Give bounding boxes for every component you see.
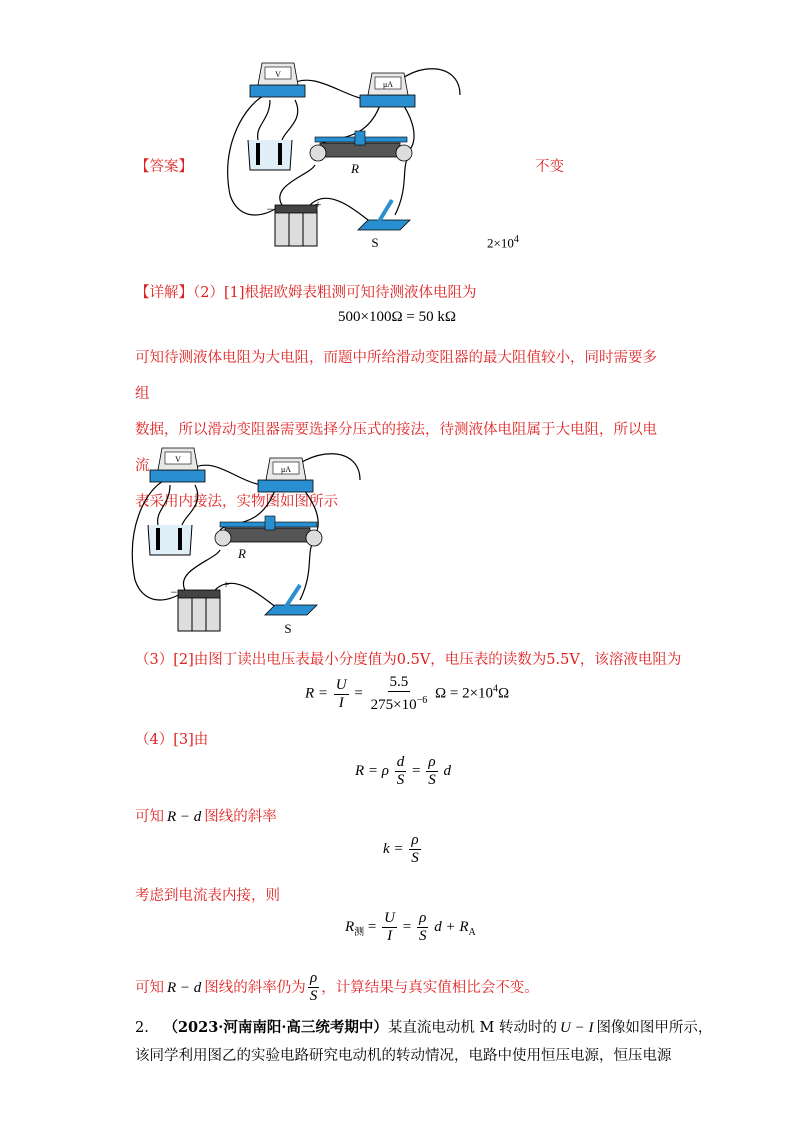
question-source: （2023·河南南阳·高三统考期中） — [163, 1019, 388, 1036]
detail-line — [135, 283, 477, 303]
question-number: 2. — [135, 1020, 149, 1036]
equation-3: R = ρ $\frac{d}{S}$ = $\frac{\rho}{S}$ d — [355, 754, 451, 788]
beaker-icon — [148, 525, 192, 555]
switch-icon — [265, 585, 317, 636]
conclusion-line: 可知 R − d 图线的斜率仍为 $\frac{\rho}{S}$ ，计算结果与真实值相比会不变。 — [135, 970, 539, 1004]
svg-text:μA: μA — [382, 80, 394, 89]
question-2-line-2: 该同学利用图乙的实验电路研究电动机的转动情况，电路中使用恒压电源，恒压电源 — [135, 1048, 672, 1064]
part4-text: （4）[3]由 — [135, 732, 209, 748]
voltmeter-icon — [150, 448, 205, 482]
svg-text:+: + — [222, 577, 230, 591]
answer-result: 不变 — [535, 159, 564, 175]
circuit-diagram-detail — [130, 440, 410, 640]
equation-5: $R_测$ = $\frac{U}{I}$ = $\frac{\rho}{S}$ $d + R_A$ — [345, 910, 476, 944]
paragraph-line: 可知待测液体电阻为大电阻，而题中所给滑动变阻器的最大阻值较小，同时需要多组 — [135, 350, 657, 402]
equation-4: k = $\frac{\rho}{S}$ — [383, 832, 419, 866]
svg-text:S: S — [284, 621, 292, 636]
beaker-icon — [248, 140, 292, 170]
microammeter-icon — [258, 458, 313, 492]
voltmeter-icon — [250, 63, 305, 97]
equation-2: R = $\frac{U}{I}$ = $\frac{5.5}{275\times 10^{-6}}$ $\Omega = 2\times 10^4\Omega$ — [305, 674, 510, 713]
svg-text:−: − — [266, 202, 274, 216]
svg-text:R: R — [238, 546, 246, 561]
svg-text:+: + — [314, 197, 322, 211]
part2-intro: （2）[1]根据欧姆表粗测可知待测液体电阻为 — [193, 285, 477, 301]
answer-value: $2\times 10^4$ — [487, 234, 519, 251]
svg-text:V: V — [275, 70, 281, 79]
inner-connection-text: 考虑到电流表内接，则 — [135, 888, 280, 904]
svg-text:−: − — [170, 585, 178, 599]
slope-intro: 可知 R − d 图线的斜率 — [135, 809, 277, 825]
microammeter-icon — [360, 73, 415, 107]
paragraph-line: 表采用内接法，实物图如图所示 — [135, 494, 338, 510]
paragraph-line: 数据，所以滑动变阻器需要选择分压式的接法，待测液体电阻属于大电阻，所以电流 — [135, 422, 657, 474]
svg-text:μA: μA — [280, 465, 292, 474]
answer-label: 【答案】 — [135, 159, 193, 175]
circuit-diagram-answer — [210, 55, 490, 255]
battery-icon — [267, 197, 322, 246]
svg-text:S: S — [371, 235, 379, 250]
question-2-line-1: 2. （2023·河南南阳·高三统考期中）某直流电动机 M 转动时的 U − I 图像如图甲所示， — [135, 1019, 713, 1036]
part3-text: （3）[2]由图丁读出电压表最小分度值为0.5V，电压表的读数为5.5V，该溶液电阻为 — [135, 652, 682, 668]
svg-text:V: V — [175, 455, 181, 464]
svg-text:R: R — [351, 161, 359, 176]
rheostat-icon — [310, 131, 412, 176]
detail-label: 【详解】 — [135, 285, 193, 301]
equation-1: 500×100Ω = 50 kΩ — [338, 309, 456, 325]
rheostat-icon — [215, 516, 322, 561]
switch-icon — [358, 200, 410, 250]
